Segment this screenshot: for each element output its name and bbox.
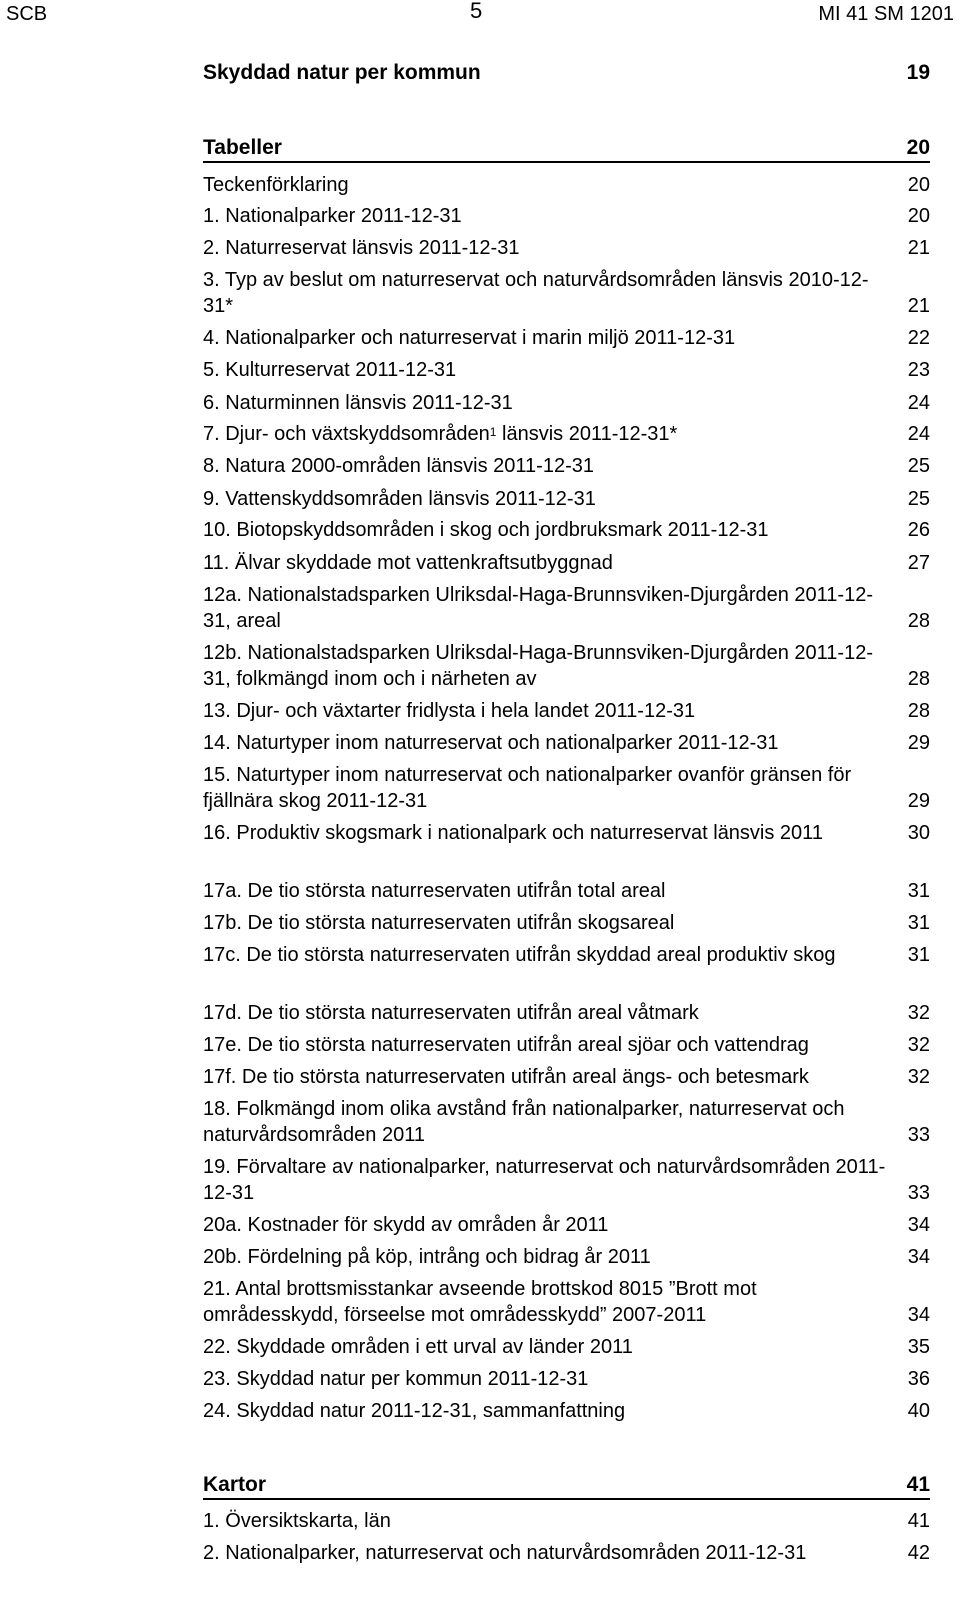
toc-entry[interactable] [203, 1244, 930, 1270]
toc-entry-page: 24 [907, 423, 930, 445]
toc-entry[interactable] [203, 820, 930, 846]
toc-entry[interactable] [203, 517, 930, 543]
toc-entry-text: 10. Biotopskyddsområden i skog och jordbruksmark 2011-12-31 [203, 519, 769, 541]
toc-entry-page: 31 [907, 944, 930, 966]
toc-entry-text: 18. Folkmängd inom olika avstånd från nationalparker, naturreservat och naturvårdsområden 2011 [203, 1098, 845, 1146]
toc-heading-page: 19 [906, 61, 930, 84]
toc-entry[interactable] [203, 640, 930, 692]
toc-entry-page: 20 [907, 174, 930, 196]
toc-entry-page: 28 [907, 700, 930, 722]
toc-entry-text: 6. Naturminnen länsvis 2011-12-31 [203, 392, 513, 414]
toc-entry-page: 32 [907, 1034, 930, 1056]
toc-entry-text: 17e. De tio största naturreservaten utifrån areal sjöar och vattendrag [203, 1034, 809, 1056]
toc-entry-page: 32 [907, 1002, 930, 1024]
toc-entry-page: 34 [907, 1246, 930, 1268]
toc-entry-text: 17d. De tio största naturreservaten utifrån areal våtmark [203, 1002, 699, 1024]
toc-entry-page: 42 [907, 1542, 930, 1564]
toc-heading-skyddad-natur[interactable] [203, 61, 930, 89]
toc-entry-text: 8. Natura 2000-områden länsvis 2011-12-31 [203, 455, 594, 477]
toc-entry-text: 24. Skyddad natur 2011-12-31, sammanfattning [203, 1400, 626, 1422]
toc-entry-text: 17a. De tio största naturreservaten utifrån total areal [203, 880, 666, 902]
toc-heading-title: Kartor [203, 1473, 267, 1496]
toc-entry-page: 29 [907, 790, 930, 812]
toc-entry-text: 19. Förvaltare av nationalparker, naturreservat och naturvårdsområden 2011-12-31 [203, 1156, 886, 1204]
toc-entry-text: 22. Skyddade områden i ett urval av länder 2011 [203, 1336, 633, 1358]
toc-entry-page: 26 [907, 519, 930, 541]
toc-entry[interactable] [203, 325, 930, 351]
toc-entry[interactable] [203, 421, 930, 447]
toc-entry-page: 40 [907, 1400, 930, 1422]
toc-entry[interactable] [203, 1032, 930, 1058]
toc-entry[interactable] [203, 1154, 930, 1206]
toc-entry[interactable] [203, 1000, 930, 1026]
toc-entry-text: 2. Naturreservat länsvis 2011-12-31 [203, 237, 520, 259]
section-divider [203, 1498, 930, 1500]
toc-entry[interactable] [203, 1096, 930, 1148]
toc-entry-text: 17f. De tio största naturreservaten utifrån areal ängs- och betesmark [203, 1066, 809, 1088]
section-divider [203, 161, 930, 163]
toc-entry[interactable] [203, 172, 930, 198]
toc-entry-page: 23 [907, 359, 930, 381]
toc-entry-text-part: länsvis 2011-12-31* [496, 423, 678, 445]
toc-entry-text: 16. Produktiv skogsmark i nationalpark och naturreservat länsvis 2011 [203, 822, 823, 844]
toc-entry[interactable] [203, 730, 930, 756]
toc-entry-page: 22 [907, 327, 930, 349]
toc-entry-page: 29 [907, 732, 930, 754]
toc-entry-page: 28 [907, 610, 930, 632]
header-page-number: 5 [470, 0, 483, 23]
toc-entry[interactable] [203, 1276, 930, 1328]
toc-entry-text: 20a. Kostnader för skydd av områden år 2011 [203, 1214, 609, 1236]
toc-entry-text [203, 421, 893, 447]
toc-entry-page: 21 [907, 295, 930, 317]
header-publisher: SCB [6, 3, 48, 25]
toc-entry-text: 17b. De tio största naturreservaten utifrån skogsareal [203, 912, 675, 934]
toc-entry-page: 28 [907, 668, 930, 690]
toc-entry-text: 3. Typ av beslut om naturreservat och naturvårdsområden länsvis 2010-12-31* [203, 269, 869, 317]
toc-entry-page: 21 [907, 237, 930, 259]
toc-heading-page: 41 [906, 1473, 930, 1496]
toc-entry-page: 34 [907, 1304, 930, 1326]
toc-entry-text: 9. Vattenskyddsområden länsvis 2011-12-31 [203, 488, 596, 510]
toc-entry[interactable] [203, 878, 930, 904]
toc-entry-page: 34 [907, 1214, 930, 1236]
toc-heading-page: 20 [906, 136, 930, 159]
toc-entry-text: 12a. Nationalstadsparken Ulriksdal-Haga-Brunnsviken-Djurgården 2011-12-31, areal [203, 584, 873, 632]
toc-entry-page: 33 [907, 1124, 930, 1146]
page-header [0, 0, 960, 28]
toc-entry-text: 15. Naturtyper inom naturreservat och nationalparker ovanför gränsen för fjällnära skog 2011-12-31 [203, 764, 852, 812]
toc-entry-page: 25 [907, 455, 930, 477]
toc-entry-page: 41 [907, 1510, 930, 1532]
toc-entry[interactable] [203, 762, 930, 814]
toc-entry[interactable] [203, 582, 930, 634]
toc-entry[interactable] [203, 357, 930, 383]
toc-entry[interactable] [203, 203, 930, 229]
toc-entry-page: 32 [907, 1066, 930, 1088]
toc-heading-tabeller[interactable] [203, 136, 930, 164]
toc-entry-text: 23. Skyddad natur per kommun 2011-12-31 [203, 1368, 589, 1390]
toc-entry-page: 36 [907, 1368, 930, 1390]
toc-entry-text-part: 7. Djur- och växtskyddsområden [203, 423, 490, 445]
toc-entry-text: 5. Kulturreservat 2011-12-31 [203, 359, 457, 381]
toc-entry-page: 20 [907, 205, 930, 227]
footnote-marker: 1 [489, 425, 497, 439]
toc-entry-text: 21. Antal brottsmisstankar avseende brottskod 8015 ”Brott mot områdesskydd, förseelse mot områdesskydd” 2007-2011 [203, 1278, 757, 1326]
toc-entry[interactable] [203, 698, 930, 724]
toc-entry-text: Teckenförklaring [203, 174, 349, 196]
toc-entry[interactable] [203, 550, 930, 576]
toc-entry[interactable] [203, 1366, 930, 1392]
toc-entry[interactable] [203, 453, 930, 479]
toc-entry[interactable] [203, 1212, 930, 1238]
toc-entry-text: 13. Djur- och växtarter fridlysta i hela landet 2011-12-31 [203, 700, 696, 722]
toc-entry[interactable] [203, 235, 930, 261]
toc-entry[interactable] [203, 486, 930, 512]
header-report-id: MI 41 SM 1201 [818, 3, 954, 25]
toc-entry-text: 2. Nationalparker, naturreservat och naturvårdsområden 2011-12-31 [203, 1542, 807, 1564]
toc-entry-text: 11. Älvar skyddade mot vattenkraftsutbyggnad [203, 552, 613, 574]
toc-entry-page: 31 [907, 880, 930, 902]
toc-entry[interactable] [203, 1508, 930, 1534]
toc-heading-kartor[interactable] [203, 1473, 930, 1501]
toc-entry-text: 14. Naturtyper inom naturreservat och nationalparker 2011-12-31 [203, 732, 779, 754]
toc-entry-page: 30 [907, 822, 930, 844]
toc-entry-text: 1. Översiktskarta, län [203, 1510, 391, 1532]
toc-entry[interactable] [203, 1064, 930, 1090]
toc-entry[interactable] [203, 390, 930, 416]
toc-entry[interactable] [203, 1398, 930, 1424]
toc-entry-page: 24 [907, 392, 930, 414]
toc-entry-text: 12b. Nationalstadsparken Ulriksdal-Haga-Brunnsviken-Djurgården 2011-12-31, folkmängd inom och i närheten av [203, 642, 873, 690]
toc-entry-page: 33 [907, 1182, 930, 1204]
toc-heading-title: Skyddad natur per kommun [203, 61, 481, 84]
toc-entry[interactable] [203, 1334, 930, 1360]
toc-entry-page: 35 [907, 1336, 930, 1358]
toc-entry-page: 31 [907, 912, 930, 934]
toc-entry[interactable] [203, 910, 930, 936]
toc-entry-text: 1. Nationalparker 2011-12-31 [203, 205, 462, 227]
toc-entry-text: 17c. De tio största naturreservaten utifrån skyddad areal produktiv skog [203, 944, 836, 966]
toc-entry-page: 27 [907, 552, 930, 574]
toc-entry[interactable] [203, 1540, 930, 1566]
toc-entry[interactable] [203, 267, 930, 319]
toc-entry-page: 25 [907, 488, 930, 510]
toc-entry-text: 4. Nationalparker och naturreservat i marin miljö 2011-12-31 [203, 327, 736, 349]
toc-entry[interactable] [203, 942, 930, 968]
toc-heading-title: Tabeller [203, 136, 282, 159]
toc-entry-text: 20b. Fördelning på köp, intrång och bidrag år 2011 [203, 1246, 651, 1268]
